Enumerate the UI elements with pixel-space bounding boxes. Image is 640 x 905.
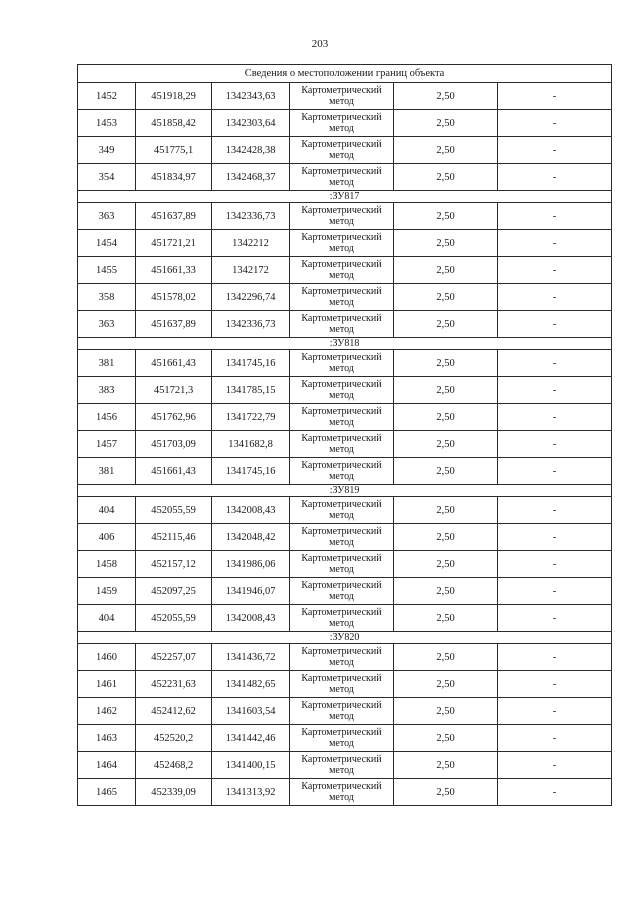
description-cell: - xyxy=(498,431,612,458)
method-line-2: метод xyxy=(329,657,354,668)
y-coordinate-cell: 1341785,15 xyxy=(212,377,290,404)
table-row xyxy=(78,671,612,698)
description-cell: - xyxy=(498,551,612,578)
method-cell xyxy=(290,257,394,284)
boundary-coordinates-table xyxy=(77,64,612,806)
accuracy-cell: 2,50 xyxy=(394,377,498,404)
method-line-2: метод xyxy=(329,324,354,335)
table-row xyxy=(78,230,612,257)
y-coordinate-cell: 1341482,65 xyxy=(212,671,290,698)
description-cell: - xyxy=(498,83,612,110)
accuracy-cell: 2,50 xyxy=(394,524,498,551)
y-coordinate-cell: 1342428,38 xyxy=(212,137,290,164)
description-cell: - xyxy=(498,524,612,551)
y-coordinate-cell: 1342172 xyxy=(212,257,290,284)
accuracy-cell: 2,50 xyxy=(394,725,498,752)
method-cell xyxy=(290,671,394,698)
table-row xyxy=(78,779,612,806)
accuracy-cell: 2,50 xyxy=(394,137,498,164)
accuracy-cell: 2,50 xyxy=(394,458,498,485)
method-line-2: метод xyxy=(329,738,354,749)
accuracy-cell: 2,50 xyxy=(394,551,498,578)
x-coordinate-cell: 451637,89 xyxy=(136,311,212,338)
table-row xyxy=(78,698,612,725)
method-cell xyxy=(290,284,394,311)
method-cell xyxy=(290,311,394,338)
x-coordinate-cell: 452157,12 xyxy=(136,551,212,578)
y-coordinate-cell: 1342336,73 xyxy=(212,311,290,338)
x-coordinate-cell: 451637,89 xyxy=(136,203,212,230)
table-row xyxy=(78,83,612,110)
y-coordinate-cell: 1341745,16 xyxy=(212,458,290,485)
method-line-2: метод xyxy=(329,96,354,107)
point-number-cell: 354 xyxy=(78,164,136,191)
method-line-2: метод xyxy=(329,684,354,695)
method-line-2: метод xyxy=(329,444,354,455)
method-line-2: метод xyxy=(329,510,354,521)
method-cell xyxy=(290,752,394,779)
point-number-cell: 381 xyxy=(78,350,136,377)
table-row xyxy=(78,644,612,671)
x-coordinate-cell: 451762,96 xyxy=(136,404,212,431)
y-coordinate-cell: 1342343,63 xyxy=(212,83,290,110)
method-line-1: Картометрический xyxy=(301,379,382,390)
method-line-2: метод xyxy=(329,243,354,254)
description-cell: - xyxy=(498,350,612,377)
x-coordinate-cell: 451661,43 xyxy=(136,350,212,377)
point-number-cell: 404 xyxy=(78,605,136,632)
method-line-1: Картометрический xyxy=(301,646,382,657)
method-line-1: Картометрический xyxy=(301,139,382,150)
method-line-1: Картометрический xyxy=(301,112,382,123)
method-line-2: метод xyxy=(329,471,354,482)
method-cell xyxy=(290,644,394,671)
x-coordinate-cell: 452055,59 xyxy=(136,497,212,524)
x-coordinate-cell: 452257,07 xyxy=(136,644,212,671)
method-cell xyxy=(290,404,394,431)
table-row xyxy=(78,458,612,485)
method-line-1: Картометрический xyxy=(301,526,382,537)
description-cell: - xyxy=(498,605,612,632)
point-number-cell: 1452 xyxy=(78,83,136,110)
y-coordinate-cell: 1342296,74 xyxy=(212,284,290,311)
table-row xyxy=(78,311,612,338)
point-number-cell: 1461 xyxy=(78,671,136,698)
method-cell xyxy=(290,350,394,377)
method-line-1: Картометрический xyxy=(301,286,382,297)
y-coordinate-cell: 1342468,37 xyxy=(212,164,290,191)
method-line-2: метод xyxy=(329,765,354,776)
y-coordinate-cell: 1342212 xyxy=(212,230,290,257)
section-heading: :ЗУ818 xyxy=(78,338,612,350)
x-coordinate-cell: 451661,33 xyxy=(136,257,212,284)
description-cell: - xyxy=(498,203,612,230)
point-number-cell: 1458 xyxy=(78,551,136,578)
section-heading-row xyxy=(78,191,612,203)
point-number-cell: 1459 xyxy=(78,578,136,605)
method-line-1: Картометрический xyxy=(301,166,382,177)
accuracy-cell: 2,50 xyxy=(394,431,498,458)
method-cell xyxy=(290,164,394,191)
accuracy-cell: 2,50 xyxy=(394,698,498,725)
method-line-1: Картометрический xyxy=(301,433,382,444)
method-line-1: Картометрический xyxy=(301,205,382,216)
x-coordinate-cell: 451661,43 xyxy=(136,458,212,485)
point-number-cell: 1460 xyxy=(78,644,136,671)
point-number-cell: 383 xyxy=(78,377,136,404)
point-number-cell: 349 xyxy=(78,137,136,164)
point-number-cell: 358 xyxy=(78,284,136,311)
table-row xyxy=(78,551,612,578)
method-line-1: Картометрический xyxy=(301,232,382,243)
accuracy-cell: 2,50 xyxy=(394,605,498,632)
y-coordinate-cell: 1341603,54 xyxy=(212,698,290,725)
method-line-2: метод xyxy=(329,711,354,722)
method-line-2: метод xyxy=(329,564,354,575)
point-number-cell: 1457 xyxy=(78,431,136,458)
method-line-2: метод xyxy=(329,297,354,308)
point-number-cell: 381 xyxy=(78,458,136,485)
x-coordinate-cell: 451578,02 xyxy=(136,284,212,311)
table-row xyxy=(78,164,612,191)
accuracy-cell: 2,50 xyxy=(394,83,498,110)
table-row xyxy=(78,524,612,551)
x-coordinate-cell: 451721,3 xyxy=(136,377,212,404)
method-cell xyxy=(290,110,394,137)
method-cell xyxy=(290,725,394,752)
table-row xyxy=(78,497,612,524)
y-coordinate-cell: 1342008,43 xyxy=(212,605,290,632)
description-cell: - xyxy=(498,404,612,431)
page-number: 203 xyxy=(311,38,329,50)
accuracy-cell: 2,50 xyxy=(394,110,498,137)
x-coordinate-cell: 452339,09 xyxy=(136,779,212,806)
method-line-1: Картометрический xyxy=(301,352,382,363)
method-line-1: Картометрический xyxy=(301,781,382,792)
y-coordinate-cell: 1341946,07 xyxy=(212,578,290,605)
method-cell xyxy=(290,203,394,230)
table-row xyxy=(78,284,612,311)
accuracy-cell: 2,50 xyxy=(394,230,498,257)
table-header: Сведения о местоположении границ объекта xyxy=(78,65,612,83)
method-line-1: Картометрический xyxy=(301,259,382,270)
accuracy-cell: 2,50 xyxy=(394,752,498,779)
accuracy-cell: 2,50 xyxy=(394,350,498,377)
point-number-cell: 1464 xyxy=(78,752,136,779)
x-coordinate-cell: 452412,62 xyxy=(136,698,212,725)
section-heading-row xyxy=(78,632,612,644)
table-row xyxy=(78,377,612,404)
y-coordinate-cell: 1342048,42 xyxy=(212,524,290,551)
x-coordinate-cell: 451858,42 xyxy=(136,110,212,137)
section-heading-row xyxy=(78,485,612,497)
method-cell xyxy=(290,578,394,605)
method-line-2: метод xyxy=(329,270,354,281)
method-cell xyxy=(290,137,394,164)
point-number-cell: 1463 xyxy=(78,725,136,752)
description-cell: - xyxy=(498,497,612,524)
table-row xyxy=(78,578,612,605)
method-cell xyxy=(290,524,394,551)
point-number-cell: 1455 xyxy=(78,257,136,284)
description-cell: - xyxy=(498,752,612,779)
description-cell: - xyxy=(498,671,612,698)
y-coordinate-cell: 1341986,06 xyxy=(212,551,290,578)
accuracy-cell: 2,50 xyxy=(394,671,498,698)
point-number-cell: 406 xyxy=(78,524,136,551)
description-cell: - xyxy=(498,257,612,284)
method-line-1: Картометрический xyxy=(301,754,382,765)
y-coordinate-cell: 1342303,64 xyxy=(212,110,290,137)
method-line-2: метод xyxy=(329,390,354,401)
method-cell xyxy=(290,83,394,110)
accuracy-cell: 2,50 xyxy=(394,578,498,605)
accuracy-cell: 2,50 xyxy=(394,311,498,338)
method-cell xyxy=(290,458,394,485)
method-line-1: Картометрический xyxy=(301,313,382,324)
y-coordinate-cell: 1341442,46 xyxy=(212,725,290,752)
y-coordinate-cell: 1341722,79 xyxy=(212,404,290,431)
method-line-2: метод xyxy=(329,216,354,227)
description-cell: - xyxy=(498,377,612,404)
y-coordinate-cell: 1341745,16 xyxy=(212,350,290,377)
description-cell: - xyxy=(498,725,612,752)
method-line-2: метод xyxy=(329,363,354,374)
y-coordinate-cell: 1341436,72 xyxy=(212,644,290,671)
accuracy-cell: 2,50 xyxy=(394,404,498,431)
table-row xyxy=(78,725,612,752)
table-row xyxy=(78,752,612,779)
point-number-cell: 363 xyxy=(78,311,136,338)
method-cell xyxy=(290,230,394,257)
method-line-1: Картометрический xyxy=(301,580,382,591)
method-line-2: метод xyxy=(329,177,354,188)
method-line-2: метод xyxy=(329,123,354,134)
x-coordinate-cell: 451703,09 xyxy=(136,431,212,458)
method-cell xyxy=(290,698,394,725)
method-line-2: метод xyxy=(329,792,354,803)
y-coordinate-cell: 1341400,15 xyxy=(212,752,290,779)
y-coordinate-cell: 1342008,43 xyxy=(212,497,290,524)
x-coordinate-cell: 451918,29 xyxy=(136,83,212,110)
point-number-cell: 1465 xyxy=(78,779,136,806)
description-cell: - xyxy=(498,311,612,338)
section-heading: :ЗУ817 xyxy=(78,191,612,203)
section-heading-row xyxy=(78,338,612,350)
x-coordinate-cell: 452520,2 xyxy=(136,725,212,752)
table-row xyxy=(78,404,612,431)
method-line-2: метод xyxy=(329,537,354,548)
section-heading: :ЗУ819 xyxy=(78,485,612,497)
accuracy-cell: 2,50 xyxy=(394,203,498,230)
method-cell xyxy=(290,779,394,806)
table-row xyxy=(78,257,612,284)
table-row xyxy=(78,350,612,377)
description-cell: - xyxy=(498,110,612,137)
description-cell: - xyxy=(498,230,612,257)
x-coordinate-cell: 451775,1 xyxy=(136,137,212,164)
description-cell: - xyxy=(498,137,612,164)
accuracy-cell: 2,50 xyxy=(394,257,498,284)
method-line-1: Картометрический xyxy=(301,553,382,564)
x-coordinate-cell: 452055,59 xyxy=(136,605,212,632)
point-number-cell: 1453 xyxy=(78,110,136,137)
accuracy-cell: 2,50 xyxy=(394,779,498,806)
y-coordinate-cell: 1341682,8 xyxy=(212,431,290,458)
table-body xyxy=(78,65,612,806)
method-line-1: Картометрический xyxy=(301,607,382,618)
description-cell: - xyxy=(498,284,612,311)
x-coordinate-cell: 451721,21 xyxy=(136,230,212,257)
point-number-cell: 1462 xyxy=(78,698,136,725)
description-cell: - xyxy=(498,164,612,191)
description-cell: - xyxy=(498,779,612,806)
x-coordinate-cell: 452115,46 xyxy=(136,524,212,551)
method-line-1: Картометрический xyxy=(301,727,382,738)
method-line-1: Картометрический xyxy=(301,499,382,510)
point-number-cell: 363 xyxy=(78,203,136,230)
x-coordinate-cell: 452468,2 xyxy=(136,752,212,779)
method-line-2: метод xyxy=(329,150,354,161)
accuracy-cell: 2,50 xyxy=(394,497,498,524)
method-cell xyxy=(290,431,394,458)
method-cell xyxy=(290,605,394,632)
accuracy-cell: 2,50 xyxy=(394,284,498,311)
description-cell: - xyxy=(498,458,612,485)
accuracy-cell: 2,50 xyxy=(394,164,498,191)
method-cell xyxy=(290,497,394,524)
point-number-cell: 1456 xyxy=(78,404,136,431)
table-header-row xyxy=(78,65,612,83)
method-line-1: Картометрический xyxy=(301,406,382,417)
x-coordinate-cell: 452231,63 xyxy=(136,671,212,698)
method-line-1: Картометрический xyxy=(301,85,382,96)
method-line-2: метод xyxy=(329,417,354,428)
table-row xyxy=(78,203,612,230)
method-line-2: метод xyxy=(329,591,354,602)
method-cell xyxy=(290,377,394,404)
method-line-1: Картометрический xyxy=(301,700,382,711)
method-line-1: Картометрический xyxy=(301,673,382,684)
table-row xyxy=(78,137,612,164)
accuracy-cell: 2,50 xyxy=(394,644,498,671)
method-line-2: метод xyxy=(329,618,354,629)
description-cell: - xyxy=(498,578,612,605)
y-coordinate-cell: 1342336,73 xyxy=(212,203,290,230)
table-row xyxy=(78,605,612,632)
description-cell: - xyxy=(498,644,612,671)
point-number-cell: 404 xyxy=(78,497,136,524)
y-coordinate-cell: 1341313,92 xyxy=(212,779,290,806)
point-number-cell: 1454 xyxy=(78,230,136,257)
table-row xyxy=(78,110,612,137)
description-cell: - xyxy=(498,698,612,725)
x-coordinate-cell: 452097,25 xyxy=(136,578,212,605)
x-coordinate-cell: 451834,97 xyxy=(136,164,212,191)
method-line-1: Картометрический xyxy=(301,460,382,471)
table-row xyxy=(78,431,612,458)
method-cell xyxy=(290,551,394,578)
section-heading: :ЗУ820 xyxy=(78,632,612,644)
